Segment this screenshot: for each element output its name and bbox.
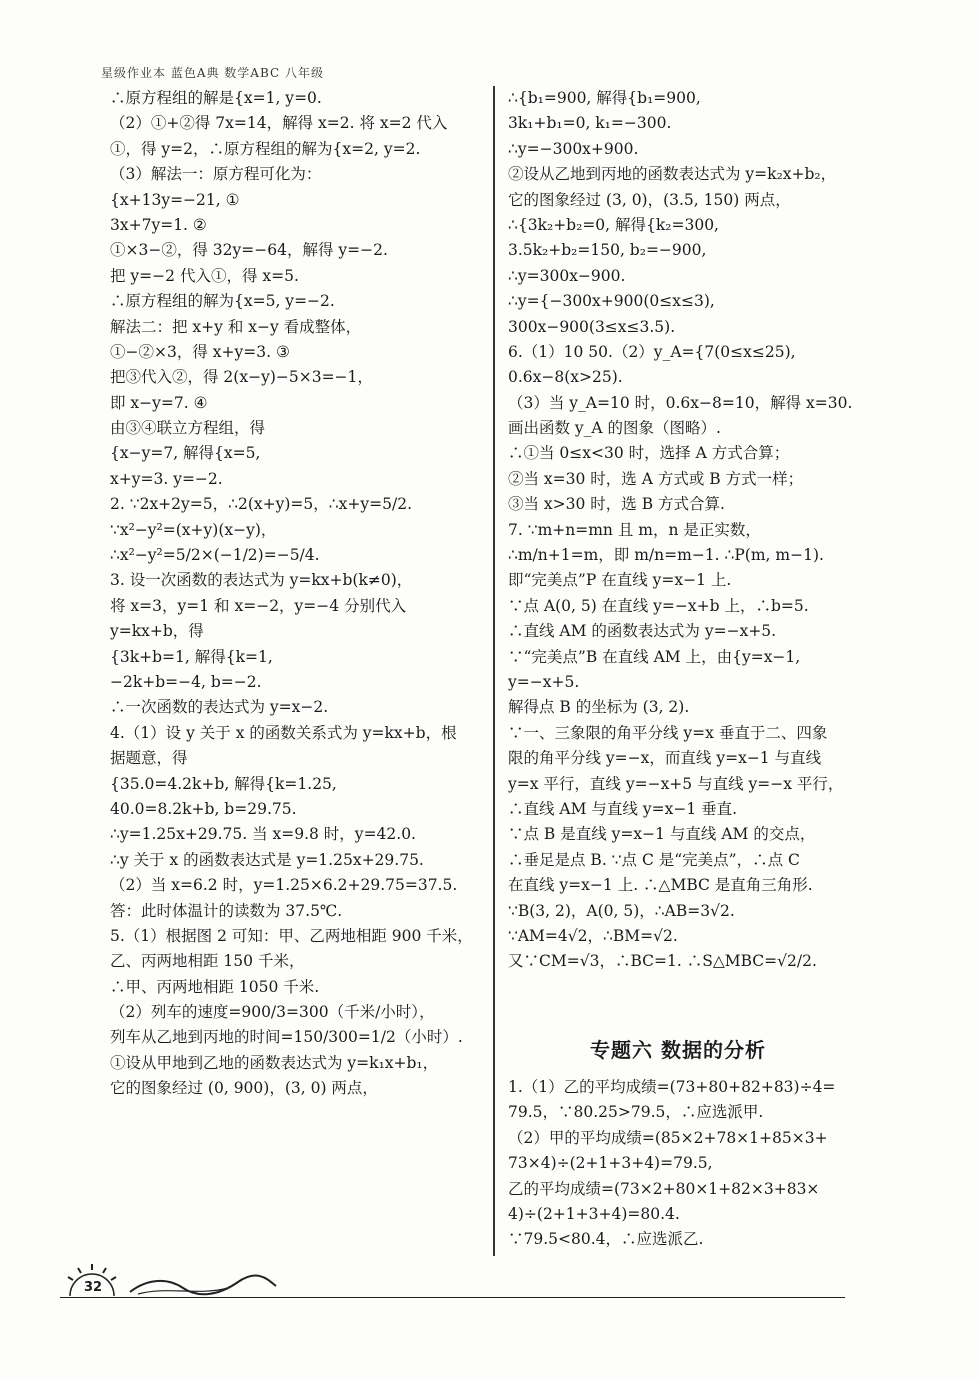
text-line: 它的图象经过 (0, 900)，(3, 0) 两点， (110, 1079, 378, 1098)
column-divider (493, 86, 495, 1256)
text-line: 把③代入②，得 2(x−y)−5×3=−1， (110, 368, 373, 387)
text-line: 3. 设一次函数的表达式为 y=kx+b(k≠0)， (110, 571, 413, 590)
text-line: 又∵CM=√3，∴BC=1. ∴S△MBC=√2/2. (508, 952, 817, 971)
text-line: ∴y=1.25x+29.75. 当 x=9.8 时，y=42.0. (110, 825, 416, 844)
text-line: ∴{3k₂+b₂=0, 解得{k₂=300, (508, 215, 719, 234)
text-line: ∵点 A(0, 5) 在直线 y=−x+b 上，∴b=5. (508, 596, 809, 615)
text-line: ∴y=−300x+900. (508, 139, 639, 158)
text-line: ∵一、三象限的角平分线 y=x 垂直于二、四象 (508, 723, 828, 742)
text-line: 3k₁+b₁=0, k₁=−300. (508, 114, 672, 133)
text-line: 3x+7y=1. ② (110, 215, 207, 234)
text-line: ∴①当 0≤x<30 时，选择 A 方式合算； (508, 444, 790, 463)
text-line: ②设从乙地到丙地的函数表达式为 y=k₂x+b₂， (508, 165, 837, 184)
text-line: ∴y 关于 x 的函数表达式是 y=1.25x+29.75. (110, 850, 424, 869)
text-line: ∴y={−300x+900(0≤x≤3), (508, 292, 715, 311)
text-line: 由③④联立方程组，得 (110, 419, 266, 438)
right-column-after (508, 1075, 908, 1253)
text-line: y=x 平行，直线 y=−x+5 与直线 y=−x 平行， (508, 774, 844, 793)
text-line: 解得点 B 的坐标为 (3, 2). (508, 698, 690, 717)
text-line: ∴甲、丙两地相距 1050 千米. (110, 977, 320, 996)
text-line: 300x−900(3≤x≤3.5). (508, 317, 676, 336)
text-line: −2k+b=−4, b=−2. (110, 672, 262, 691)
text-line: ∵B(3, 2)，A(0, 5)，∴AB=3√2. (508, 901, 735, 920)
left-column (110, 86, 485, 1102)
text-line: （2）甲的平均成绩=(85×2+78×1+85×3+ (508, 1128, 828, 1147)
text-line: 4.（1）设 y 关于 x 的函数关系式为 y=kx+b，根 (110, 723, 457, 742)
text-line: 列车从乙地到丙地的时间=150/300=1/2（小时）. (110, 1028, 463, 1047)
text-line: ∴x²−y²=5/2×(−1/2)=−5/4. (110, 546, 320, 565)
page-number: 32 (83, 1280, 103, 1295)
text-line: ∵x²−y²=(x+y)(x−y)， (110, 520, 277, 539)
text-line: 5.（1）根据图 2 可知：甲、乙两地相距 900 千米， (110, 926, 473, 945)
text-line: ①设从甲地到乙地的函数表达式为 y=k₁x+b₁， (110, 1053, 439, 1072)
page-header: 星级作业本 蓝色A典 数学ABC 八年级 (101, 66, 324, 80)
text-line: ∵AM=4√2，∴BM=√2. (508, 926, 678, 945)
text-line: 乙、丙两地相距 150 千米， (110, 952, 305, 971)
text-line: （2）列车的速度=900/3=300（千米/小时）， (110, 1003, 435, 1022)
text-line: ∵点 B 是直线 y=x−1 与直线 AM 的交点， (508, 825, 816, 844)
text-line: 解法二：把 x+y 和 x−y 看成整体， (110, 317, 362, 336)
text-line: ②当 x=30 时，选 A 方式或 B 方式一样； (508, 469, 804, 488)
text-line: ∵“完美点”B 在直线 AM 上，由{y=x−1, (508, 647, 801, 666)
text-line: ①×3−②，得 32y=−64，解得 y=−2. (110, 241, 388, 260)
footer-swoosh-decoration (128, 1274, 278, 1298)
text-line: 它的图象经过 (3, 0)，(3.5, 150) 两点， (508, 190, 791, 209)
text-line: 即 x−y=7. ④ (110, 393, 208, 412)
text-line: 40.0=8.2k+b, b=29.75. (110, 799, 297, 818)
text-line: {x−y=7, 解得{x=5, (110, 444, 261, 463)
text-line: 0.6x−8(x>25). (508, 368, 623, 387)
text-line: （3）当 y_A=10 时，0.6x−8=10，解得 x=30. (508, 393, 853, 412)
text-line: ①−②×3，得 x+y=3. ③ (110, 342, 290, 361)
text-line: {35.0=4.2k+b, 解得{k=1.25, (110, 774, 337, 793)
footer-rule (60, 1297, 845, 1298)
text-line: ∴直线 AM 与直线 y=x−1 垂直. (508, 799, 738, 818)
text-line: ∵79.5<80.4，∴应选派乙. (508, 1230, 704, 1249)
text-line: （2）①+②得 7x=14，解得 x=2. 将 x=2 代入 (110, 114, 448, 133)
text-line: 画出函数 y_A 的图象（图略）. (508, 419, 721, 438)
text-line: ∴垂足是点 B. ∵点 C 是“完美点”，∴点 C (508, 850, 800, 869)
text-line: 限的角平分线 y=−x，而直线 y=x−1 与直线 (508, 749, 822, 768)
text-line: ③当 x>30 时，选 B 方式合算. (508, 495, 725, 514)
text-line: （3）解法一：原方程可化为： (110, 165, 322, 184)
text-line: 乙的平均成绩=(73×2+80×1+82×3+83× (508, 1179, 820, 1198)
text-line: 在直线 y=x−1 上. ∴△MBC 是直角三角形. (508, 876, 813, 895)
right-column (508, 86, 908, 975)
text-line: 2. ∵2x+2y=5，∴2(x+y)=5，∴x+y=5/2. (110, 495, 412, 514)
text-line: 6.（1）10 50.（2）y_A={7(0≤x≤25), (508, 342, 796, 361)
text-line: 即“完美点”P 在直线 y=x−1 上. (508, 571, 732, 590)
text-line: 答：此时体温计的读数为 37.5℃. (110, 901, 343, 920)
text-line: 7. ∵m+n=mn 且 m，n 是正实数， (508, 520, 761, 539)
text-line: ∴y=300x−900. (508, 266, 626, 285)
text-line: （2）当 x=6.2 时，y=1.25×6.2+29.75=37.5. (110, 876, 458, 895)
text-line: 4)÷(2+1+3+4)=80.4. (508, 1204, 680, 1223)
text-line: ∴一次函数的表达式为 y=x−2. (110, 698, 329, 717)
text-line: ∴m/n+1=m，即 m/n=m−1. ∴P(m, m−1). (508, 546, 824, 565)
text-line: ∴直线 AM 的函数表达式为 y=−x+5. (508, 622, 777, 641)
text-line: ①，得 y=2，∴原方程组的解为{x=2, y=2. (110, 139, 421, 158)
text-line: 79.5，∵80.25>79.5，∴应选派甲. (508, 1103, 764, 1122)
text-line: x+y=3. y=−2. (110, 469, 223, 488)
text-line: 73×4)÷(2+1+3+4)=79.5, (508, 1154, 713, 1173)
text-line: 据题意，得 (110, 749, 188, 768)
text-line: 3.5k₂+b₂=150, b₂=−900, (508, 241, 707, 260)
section-title: 专题六 数据的分析 (590, 1038, 766, 1062)
text-line: {3k+b=1, 解得{k=1, (110, 647, 273, 666)
text-line: ∴{b₁=900, 解得{b₁=900, (508, 89, 701, 107)
text-line: 将 x=3，y=1 和 x=−2，y=−4 分别代入 (110, 596, 407, 615)
text-line: ∴原方程组的解为{x=5, y=−2. (110, 292, 335, 311)
text-line: y=kx+b，得 (110, 622, 204, 641)
text-line: {x+13y=−21, ① (110, 190, 240, 209)
text-line: 把 y=−2 代入①，得 x=5. (110, 266, 299, 285)
text-line: 1.（1）乙的平均成绩=(73+80+82+83)÷4= (508, 1078, 836, 1096)
text-line: y=−x+5. (508, 672, 580, 691)
text-line: ∴原方程组的解是{x=1, y=0. (110, 89, 322, 107)
